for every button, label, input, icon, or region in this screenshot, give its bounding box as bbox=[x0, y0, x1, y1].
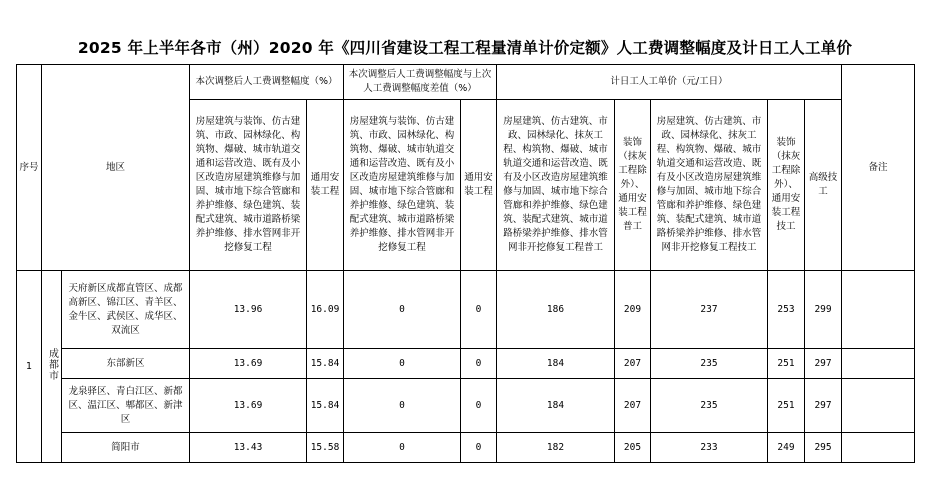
cell-adj-install: 15.84 bbox=[307, 349, 344, 379]
cell-price-general: 184 bbox=[497, 349, 615, 379]
cell-price-senior: 295 bbox=[805, 433, 842, 463]
row-seq: 1 bbox=[17, 271, 42, 463]
cell-diff-building: 0 bbox=[344, 379, 461, 433]
subheader-general-worker: 房屋建筑、仿古建筑、市政、园林绿化、抹灰工程、构筑物、爆破、城市轨道交通和运营改造、既有及小区改造房屋建筑维修与加固、城市地下综合管廊和养护维修、绿色建筑、装配式建筑、城市道路桥梁养护维修、排水管网非开挖修复工程普工 bbox=[497, 100, 615, 271]
cell-remark bbox=[842, 349, 915, 379]
header-remark: 备注 bbox=[842, 65, 915, 271]
cell-adj-install: 15.58 bbox=[307, 433, 344, 463]
cell-price-general: 186 bbox=[497, 271, 615, 349]
cell-price-senior: 297 bbox=[805, 349, 842, 379]
cell-diff-building: 0 bbox=[344, 271, 461, 349]
cell-price-senior: 297 bbox=[805, 379, 842, 433]
table-row bbox=[17, 433, 915, 463]
table-row bbox=[17, 379, 915, 433]
header-seq: 序号 bbox=[17, 65, 42, 271]
cell-diff-building: 0 bbox=[344, 349, 461, 379]
row-region: 东部新区 bbox=[62, 349, 190, 379]
subheader-deco-tech-worker: 装饰（抹灰工程除外）、通用安装工程技工 bbox=[768, 100, 805, 271]
cell-price-tech: 235 bbox=[651, 349, 768, 379]
cell-diff-install: 0 bbox=[461, 349, 497, 379]
header-adjustment-diff: 本次调整后人工费调整幅度与上次人工费调整幅度差值（%） bbox=[344, 65, 497, 100]
header-region: 地区 bbox=[42, 65, 190, 271]
cell-diff-install: 0 bbox=[461, 379, 497, 433]
cell-adj-building: 13.69 bbox=[190, 349, 307, 379]
subheader-diff-building: 房屋建筑与装饰、仿古建筑、市政、园林绿化、构筑物、爆破、城市轨道交通和运营改造、既有及小区改造房屋建筑维修与加固、城市地下综合管廊和养护维修、绿色建筑、装配式建筑、城市道路桥梁养护维修、排水管网非开挖修复工程 bbox=[344, 100, 461, 271]
header-row-1 bbox=[17, 65, 915, 100]
subheader-tech-worker: 房屋建筑、仿古建筑、市政、园林绿化、抹灰工程、构筑物、爆破、城市轨道交通和运营改造、既有及小区改造房屋建筑维修与加固、城市地下综合管廊和养护维修、绿色建筑、装配式建筑、城市道路桥梁养护维修、排水管网非开挖修复工程技工 bbox=[651, 100, 768, 271]
cell-remark bbox=[842, 271, 915, 349]
table-row bbox=[17, 349, 915, 379]
cell-price-deco-general: 209 bbox=[615, 271, 651, 349]
cell-adj-install: 16.09 bbox=[307, 271, 344, 349]
cell-price-tech: 233 bbox=[651, 433, 768, 463]
subheader-deco-general-worker: 装饰（抹灰工程除外）、通用安装工程普工 bbox=[615, 100, 651, 271]
row-region: 简阳市 bbox=[62, 433, 190, 463]
cell-price-deco-tech: 253 bbox=[768, 271, 805, 349]
subheader-senior-tech-worker: 高级技工 bbox=[805, 100, 842, 271]
row-city: 成都市 bbox=[46, 347, 58, 381]
cell-adj-install: 15.84 bbox=[307, 379, 344, 433]
cell-price-deco-tech: 251 bbox=[768, 379, 805, 433]
cell-price-tech: 237 bbox=[651, 271, 768, 349]
cell-price-general: 184 bbox=[497, 379, 615, 433]
header-daywork-price: 计日工人工单价（元/工日） bbox=[497, 65, 842, 100]
cell-remark bbox=[842, 379, 915, 433]
row-city-cell bbox=[42, 271, 62, 463]
cell-adj-building: 13.69 bbox=[190, 379, 307, 433]
subheader-adj-install: 通用安装工程 bbox=[307, 100, 344, 271]
table-row bbox=[17, 271, 915, 349]
cell-price-deco-general: 207 bbox=[615, 379, 651, 433]
cell-adj-building: 13.43 bbox=[190, 433, 307, 463]
cell-price-deco-tech: 251 bbox=[768, 349, 805, 379]
cell-diff-install: 0 bbox=[461, 433, 497, 463]
cell-diff-building: 0 bbox=[344, 433, 461, 463]
page-title: 2025 年上半年各市（州）2020 年《四川省建设工程工程量清单计价定额》人工费调整幅度及计日工人工单价 bbox=[77, 39, 853, 57]
subheader-adj-building: 房屋建筑与装饰、仿古建筑、市政、园林绿化、构筑物、爆破、城市轨道交通和运营改造、既有及小区改造房屋建筑维修与加固、城市地下综合管廊和养护维修、绿色建筑、装配式建筑、城市道路桥梁养护维修、排水管网非开挖修复工程 bbox=[190, 100, 307, 271]
cell-price-deco-general: 205 bbox=[615, 433, 651, 463]
cell-price-general: 182 bbox=[497, 433, 615, 463]
cell-adj-building: 13.96 bbox=[190, 271, 307, 349]
cell-price-deco-general: 207 bbox=[615, 349, 651, 379]
cell-price-tech: 235 bbox=[651, 379, 768, 433]
cell-price-deco-tech: 249 bbox=[768, 433, 805, 463]
row-region: 天府新区成都直管区、成都高新区、锦江区、青羊区、金牛区、武侯区、成华区、双流区 bbox=[62, 271, 190, 349]
subheader-diff-install: 通用安装工程 bbox=[461, 100, 497, 271]
cell-price-senior: 299 bbox=[805, 271, 842, 349]
adjustment-table bbox=[16, 64, 915, 463]
cell-diff-install: 0 bbox=[461, 271, 497, 349]
row-region: 龙泉驿区、青白江区、新都区、温江区、郫都区、新津区 bbox=[62, 379, 190, 433]
cell-remark bbox=[842, 433, 915, 463]
header-adjustment: 本次调整后人工费调整幅度（%） bbox=[190, 65, 344, 100]
